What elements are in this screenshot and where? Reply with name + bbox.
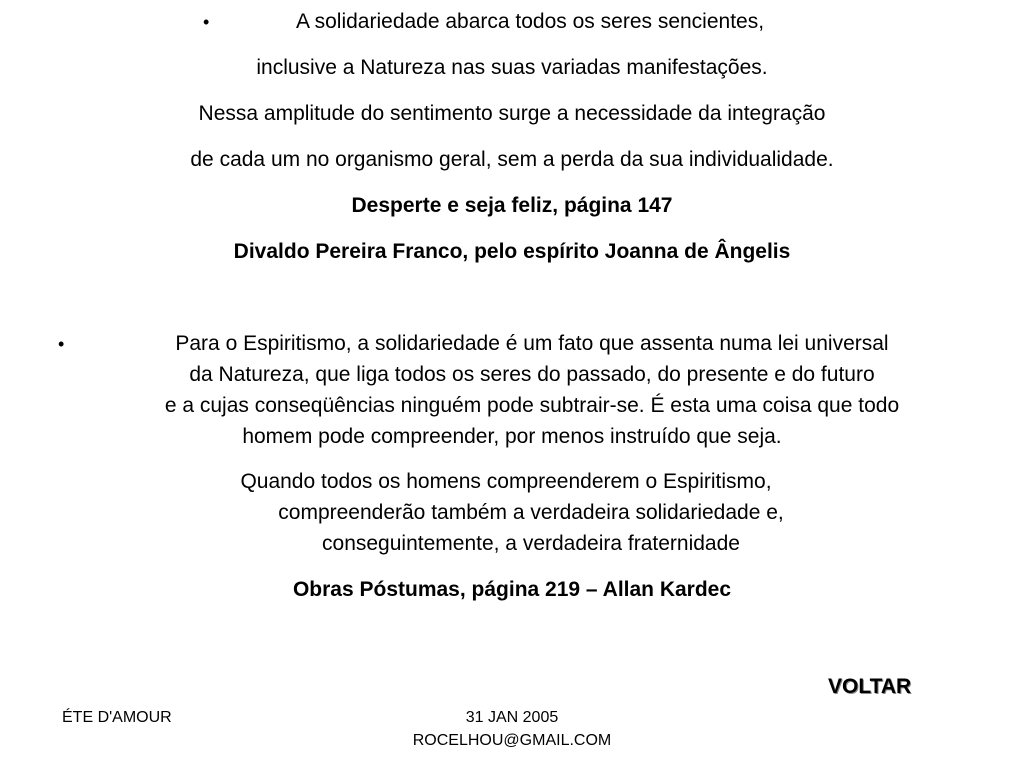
footer-title: ÉTE D'AMOUR xyxy=(62,709,172,726)
quote1-source: Desperte e seja feliz, página 147 xyxy=(351,194,673,217)
footer-date: 31 JAN 2005 xyxy=(465,709,559,726)
bullet-icon: • xyxy=(58,334,65,354)
quote2-continuation-3: conseguintemente, a verdadeira fraternidade xyxy=(322,532,740,555)
bullet-icon: • xyxy=(203,12,210,32)
quote2-line-3: e a cujas conseqüências ninguém pode subtrair-se. É esta uma coisa que todo xyxy=(164,394,900,417)
quote2-continuation-1: Quando todos os homens compreenderem o Espiritismo, xyxy=(240,470,772,493)
quote1-line-1: A solidariedade abarca todos os seres sencientes, xyxy=(295,10,765,33)
quote1-line-2: inclusive a Natureza nas suas variadas manifestações. xyxy=(256,56,768,79)
quote2-source: Obras Póstumas, página 219 – Allan Kardec xyxy=(292,578,732,601)
quote2-line-4: homem pode compreender, por menos instruído que seja. xyxy=(242,425,782,448)
footer-email: ROCELHOU@GMAIL.COM xyxy=(412,732,612,749)
quote1-author: Divaldo Pereira Franco, pelo espírito Joanna de Ângelis xyxy=(233,240,791,263)
back-link[interactable]: VOLTAR xyxy=(828,675,912,698)
quote1-line-4: de cada um no organismo geral, sem a perda da sua individualidade. xyxy=(190,148,834,171)
quote2-line-2: da Natureza, que liga todos os seres do passado, do presente e do futuro xyxy=(189,363,875,386)
quote2-continuation-2: compreenderão também a verdadeira solidariedade e, xyxy=(278,501,784,524)
quote1-line-3: Nessa amplitude do sentimento surge a necessidade da integração xyxy=(198,102,826,125)
quote2-line-1: Para o Espiritismo, a solidariedade é um fato que assenta numa lei universal xyxy=(175,332,889,355)
